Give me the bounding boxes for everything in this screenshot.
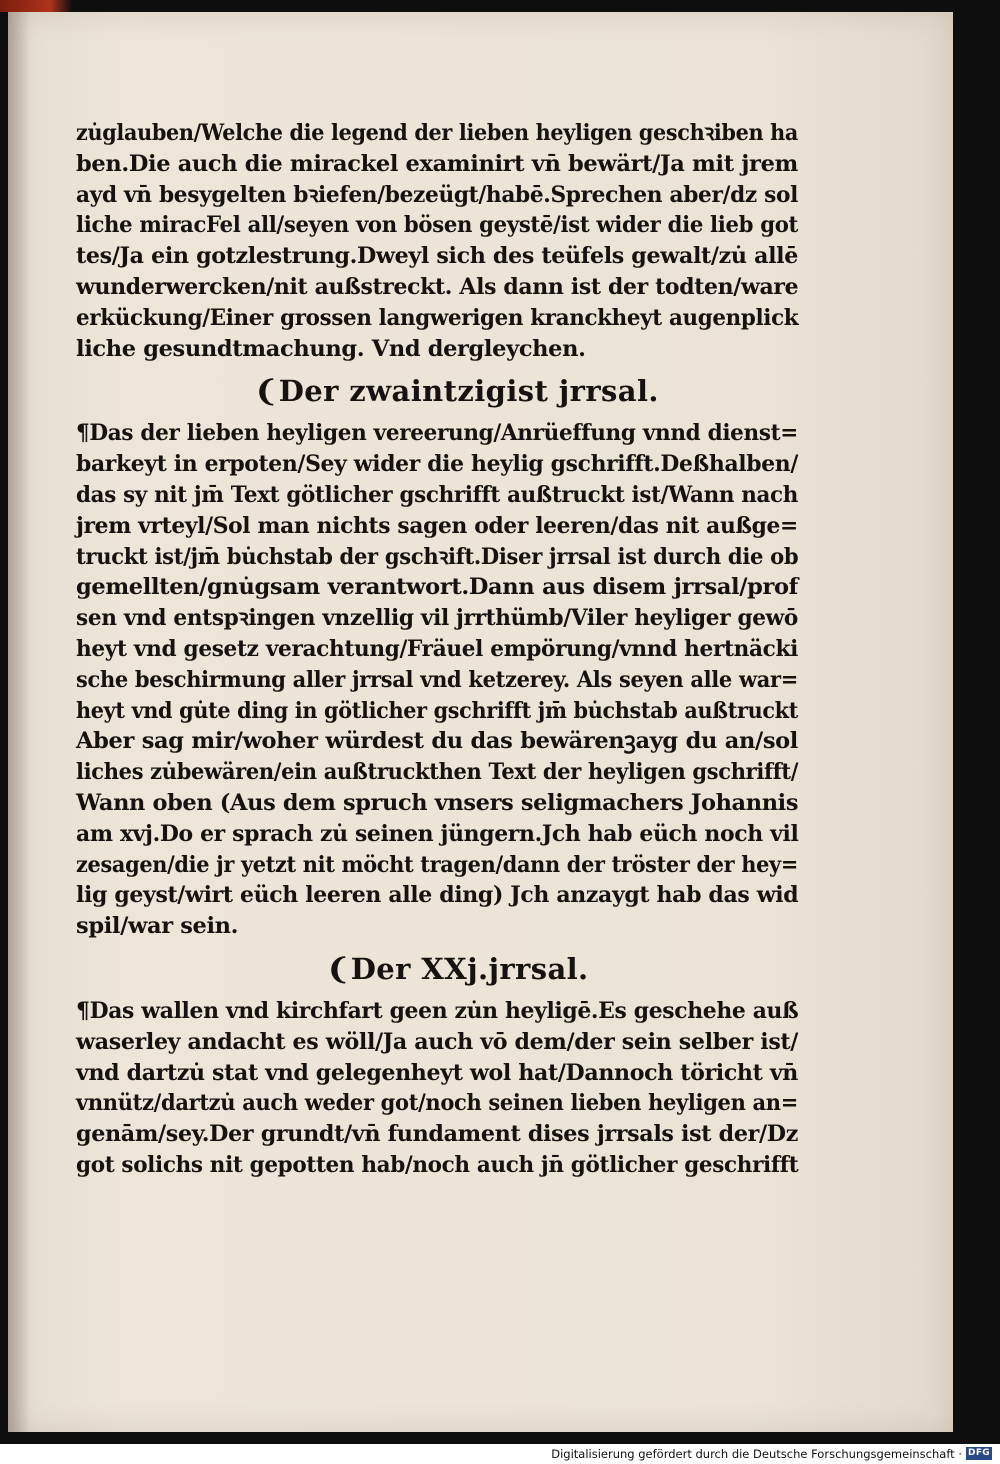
spine-shadow bbox=[8, 12, 30, 1432]
paragraph-block-1 bbox=[76, 118, 798, 364]
text-line: liche gesundtmachung. Vnd dergleychen. bbox=[76, 335, 586, 362]
text-line: zu̇glauben/Welche die legend der lieben heyligen geschꝛiben ha bbox=[76, 120, 799, 146]
section-heading-xx: ❨Der zwaintzigist jrrsal. bbox=[254, 374, 659, 409]
text-line: liche miracFel all/seyen von bösen geystē/ist wider die lieb got bbox=[76, 212, 799, 239]
text-line: sen vnd entspꝛingen vnzellig vil jrrthümb/Viler heyliger gewō bbox=[76, 605, 798, 632]
text-line: got solichs nit gepotten hab/noch auch jn̄ götlicher geschrifft bbox=[76, 1151, 799, 1178]
text-line: waserley andacht es wöll/Ja auch vō dem/der sein selber ist/ bbox=[76, 1028, 799, 1055]
footer-bar bbox=[0, 1444, 1000, 1464]
text-line: spil/war sein. bbox=[76, 913, 239, 940]
text-line: ¶Das der lieben heyligen vereerung/Anrüeffung vnnd dienst= bbox=[76, 420, 799, 447]
text-line: heyt vnd gesetz verachtung/Fräuel empörung/vnnd hertnäcki bbox=[76, 635, 798, 662]
text-line: ¶Das wallen vnd kirchfart geen zu̇n heyligē.Es geschehe auß bbox=[76, 997, 799, 1024]
text-line: truckt ist/jm̄ bu̇chstab der gschꝛift.Diser jrrsal ist durch die ob bbox=[76, 543, 799, 570]
text-line: genām/sey.Der grundt/vn̄ fundament dises jrrsals ist der/Dz bbox=[76, 1121, 799, 1148]
cover-corner bbox=[0, 0, 72, 12]
text-line: barkeyt in erpoten/Sey wider die heylig gschrifft.Deßhalben/ bbox=[76, 451, 798, 478]
text-line: Wann oben (Aus dem spruch vnsers seligmachers Johannis bbox=[76, 789, 799, 816]
text-line: tes/Ja ein gotzlestrung.Dweyl sich des teüfels gewalt/zu̇ allē bbox=[76, 243, 799, 270]
text-line: heyt vnd gu̇te ding in götlicher gschrifft jm̄ bu̇chstab außtruckt bbox=[76, 697, 799, 724]
text-line: vnd dartzu̇ stat vnd gelegenheyt wol hat/Dannoch töricht vn̄ bbox=[76, 1059, 799, 1086]
section-heading-xxi: ❨Der XXj.jrrsal. bbox=[326, 951, 589, 986]
text-line: liches zu̇bewären/ein außtruckthen Text der heyligen gschrifft/ bbox=[76, 759, 799, 786]
text-line: Aber sag mir/woher würdest du das bewärenꝫayg du an/sol bbox=[76, 728, 798, 755]
paragraph-block-2 bbox=[76, 418, 798, 942]
dfg-logo: DFG bbox=[966, 1447, 992, 1460]
text-line: ben.Die auch die mirackel examinirt vn̄ bewärt/Ja mit jrem bbox=[76, 150, 798, 177]
text-block bbox=[76, 118, 798, 1181]
paragraph-block-3 bbox=[76, 996, 798, 1181]
text-line: das sy nit jm̄ Text götlicher gschrifft außtruckt ist/Wann nach bbox=[76, 481, 798, 508]
text-line: erkückung/Einer grossen langwerigen kranckheyt augenplick bbox=[76, 304, 799, 331]
funding-credit: Digitalisierung gefördert durch die Deutsche Forschungsgemeinschaft · bbox=[551, 1447, 962, 1461]
text-line: jrem vrteyl/Sol man nichts sagen oder leeren/das nit außge= bbox=[76, 512, 798, 539]
text-line: ayd vn̄ besygelten bꝛiefen/bezeügt/habē.Sprechen aber/dz sol bbox=[76, 181, 799, 208]
text-line: zesagen/die jr yetzt nit möcht tragen/dann der tröster der hey= bbox=[76, 851, 798, 878]
text-line: am xvj.Do er sprach zu̇ seinen jüngern.Jch hab eüch noch vil bbox=[76, 820, 799, 847]
text-line: wunderwercken/nit außstreckt. Als dann ist der todten/ware bbox=[76, 273, 799, 300]
text-line: vnnütz/dartzu̇ auch weder got/noch seinen lieben heyligen an= bbox=[76, 1090, 798, 1117]
text-line: lig geyst/wirt eüch leeren alle ding) Jch anzaygt hab das wid bbox=[76, 882, 799, 909]
text-line: sche beschirmung aller jrrsal vnd ketzerey. Als seyen alle war= bbox=[76, 666, 798, 693]
text-line: gemellten/gnu̇gsam verantwort.Dann aus disem jrrsal/prof bbox=[76, 574, 798, 601]
